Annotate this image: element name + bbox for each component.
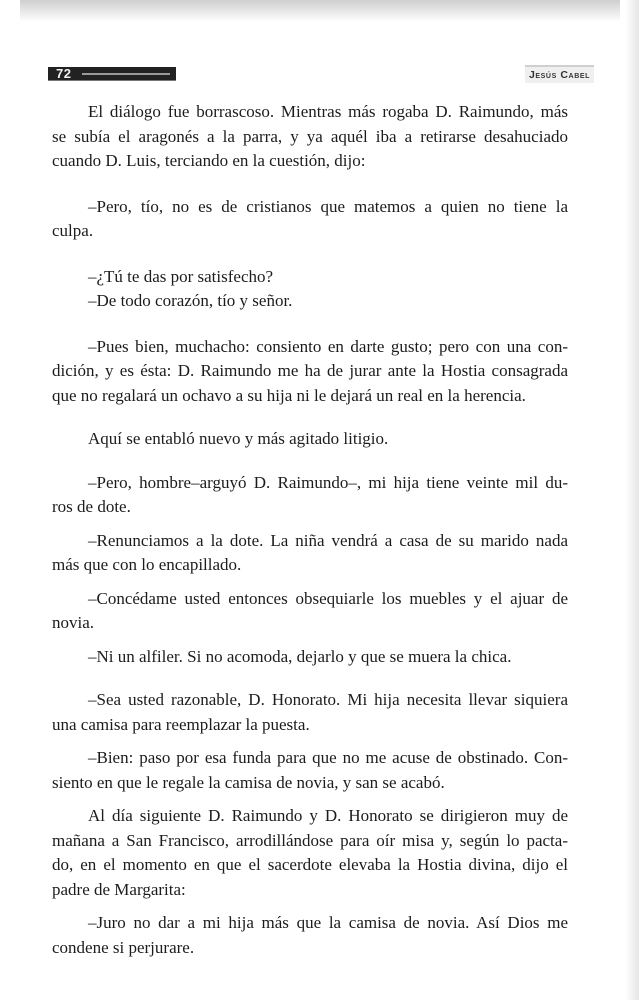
page-bar-rule [82, 73, 170, 75]
text-line: El diálogo fue borrascoso. Mientras más rogaba D. Raimundo, más [88, 102, 568, 121]
paragraph [52, 335, 568, 409]
text-line: una camisa para reemplazar la puesta. [52, 714, 310, 734]
paragraph [52, 427, 568, 452]
text-line: novia. [52, 613, 95, 632]
text-line: –Pero, hombre–arguyó D. Raimundo–, mi hija tiene veinte mil du- [88, 472, 568, 492]
running-header [48, 64, 600, 84]
paragraph [52, 804, 568, 902]
text-line: dición, y es ésta: D. Raimundo me ha de jurar ante la Hostia consagrada [52, 361, 568, 380]
text-line: –De todo corazón, tío y señor. [88, 291, 293, 310]
text-line: –Pues bien, muchacho: consiento en darte gusto; pero con una con- [88, 336, 568, 356]
paragraph [52, 471, 568, 520]
paragraph [52, 645, 568, 670]
paragraph [52, 100, 568, 174]
text-line: culpa. [52, 221, 94, 240]
text-line: se subía el aragonés a la parra, y ya aquél iba a retirarse desahuciado [52, 126, 568, 146]
page-top-shadow [20, 0, 620, 22]
text-line: mañana a San Francisco, arrodillándose para oír misa y, según lo pacta- [52, 830, 568, 850]
paragraph [52, 529, 568, 578]
body-text [52, 100, 568, 960]
text-line: Al día siguiente D. Raimundo y D. Honorato se dirigieron muy de [88, 806, 568, 825]
text-line: Aquí se entabló nuevo y más agitado litigio. [88, 429, 389, 448]
text-line: –Concédame usted entonces obsequiarle los muebles y el ajuar de [88, 588, 568, 608]
text-line: condene si perjurare. [52, 937, 195, 957]
text-line: más que con lo encapillado. [52, 555, 242, 574]
page-number-bar [48, 67, 176, 81]
text-line: –Sea usted razonable, D. Honorato. Mi hija necesita llevar siquiera [88, 690, 568, 709]
text-line: –Bien: paso por esa funda para que no me acuse de obstinado. Con- [88, 748, 568, 767]
paragraph [52, 911, 568, 960]
text-line: siento en que le regale la camisa de novia, y san se acabó. [52, 772, 445, 792]
text-line: do, en el momento en que el sacerdote elevaba la Hostia divina, dijo el [52, 855, 568, 874]
page-right-edge [625, 0, 639, 1000]
text-line: –Ni un alfiler. Si no acomoda, dejarlo y que se muera la chica. [88, 646, 512, 666]
text-line: padre de Margarita: [52, 879, 186, 899]
paragraph [52, 688, 568, 737]
paragraph [52, 265, 568, 290]
paragraph [52, 587, 568, 636]
text-line: que no regalará un ochavo a su hija ni le dejará un real en la herencia. [52, 385, 526, 405]
author-name: Jesús Cabel [525, 65, 594, 83]
text-line: –Renunciamos a la dote. La niña vendrá a casa de su marido nada [88, 530, 568, 550]
text-line: –Pero, tío, no es de cristianos que matemos a quien no tiene la [88, 196, 568, 216]
page-number: 72 [56, 66, 72, 81]
text-line: ros de dote. [52, 497, 131, 516]
paragraph [52, 195, 568, 244]
paragraph [52, 746, 568, 795]
text-line: cuando D. Luis, terciando en la cuestión, dijo: [52, 151, 366, 170]
text-line: –Juro no dar a mi hija más que la camisa de novia. Así Dios me [88, 913, 568, 932]
paragraph [52, 289, 568, 314]
text-line: –¿Tú te das por satisfecho? [88, 266, 274, 286]
